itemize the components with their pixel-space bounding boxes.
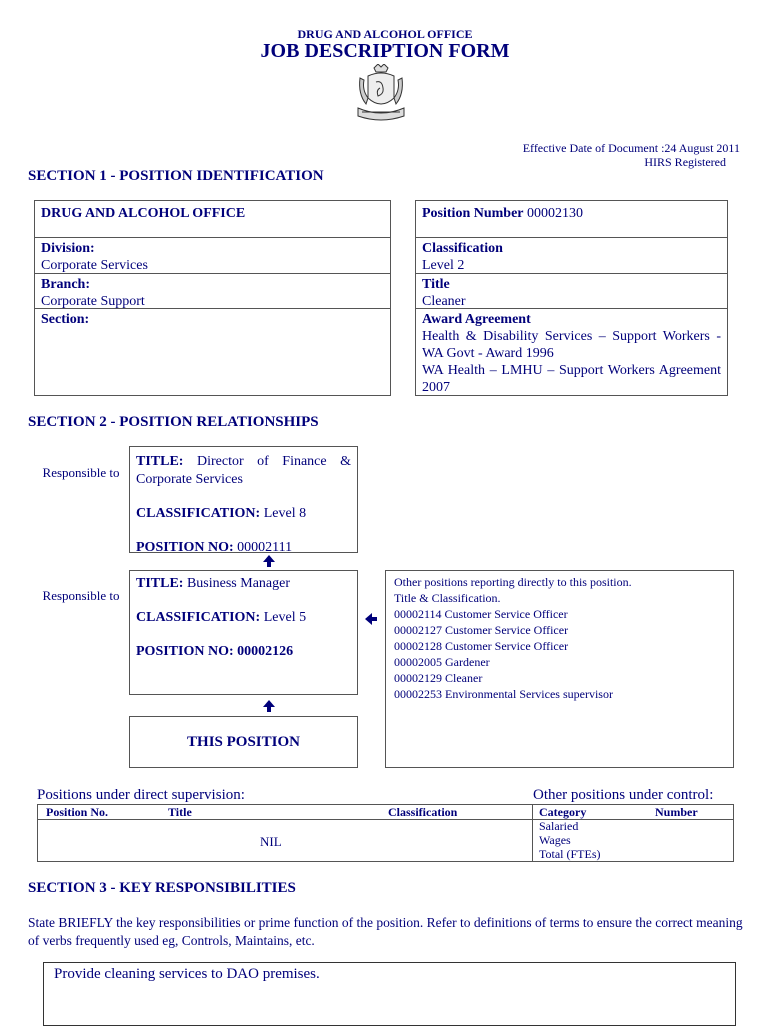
col-number: Number — [655, 805, 698, 819]
list-item: 00002128 Customer Service Officer — [394, 639, 569, 653]
section-label: Section: — [41, 312, 90, 327]
supervisor-class-value: Level 8 — [263, 506, 307, 521]
this-position-box — [129, 716, 358, 768]
title-value: Cleaner — [422, 294, 466, 309]
award-label: Award Agreement — [422, 312, 531, 327]
direct-supervision-title: Positions under direct supervision: — [37, 787, 245, 803]
hirs-registered: HIRS Registered — [644, 155, 726, 169]
responsible-to-2: Responsible to — [42, 588, 120, 603]
position-box — [415, 200, 728, 396]
section-cell — [35, 309, 95, 330]
manager-title-label: TITLE: — [136, 576, 184, 591]
wa-coat-of-arms-icon — [356, 64, 406, 126]
branch-label: Branch: — [41, 277, 90, 292]
award-cell — [416, 309, 727, 398]
section2-title: SECTION 2 - POSITION RELATIONSHIPS — [28, 414, 319, 430]
manager-class-label: CLASSIFICATION: — [136, 610, 261, 625]
title-cell — [416, 274, 472, 312]
section3-title: SECTION 3 - KEY RESPONSIBILITIES — [28, 880, 296, 896]
branch-cell — [35, 274, 151, 312]
responsibility-box — [43, 962, 736, 1026]
classification-label: Classification — [422, 241, 503, 256]
category-total: Total (FTEs) — [539, 847, 601, 861]
classification-cell — [416, 238, 509, 276]
category-wages: Wages — [539, 833, 571, 847]
manager-class-value: Level 5 — [263, 610, 307, 625]
list-item: 00002253 Environmental Services supervisor — [394, 687, 613, 701]
manager-pos-value: 00002126 — [237, 644, 294, 659]
nil-value: NIL — [260, 834, 282, 849]
supervision-table — [37, 804, 734, 862]
branch-value: Corporate Support — [41, 294, 145, 309]
supervisor-title-label: TITLE: — [136, 454, 184, 469]
supervisor-box — [129, 446, 358, 553]
org-box — [34, 200, 391, 396]
supervisor-class-label: CLASSIFICATION: — [136, 506, 261, 521]
org-box-title: DRUG AND ALCOHOL OFFICE — [41, 206, 246, 221]
supervisor-class — [130, 503, 312, 524]
manager-pos — [130, 641, 299, 662]
this-position-label: THIS POSITION — [187, 734, 300, 750]
division-value: Corporate Services — [41, 258, 148, 273]
award-1: Health & Disability Services – Support Workers - WA Govt - Award 1996 — [422, 329, 721, 361]
title-label: Title — [422, 277, 450, 292]
manager-title — [130, 573, 296, 594]
arrow-left-icon — [364, 612, 378, 631]
section1-title: SECTION 1 - POSITION IDENTIFICATION — [28, 168, 324, 184]
responsibility-item: Provide cleaning services to DAO premises. — [54, 966, 320, 982]
other-control-title: Other positions under control: — [533, 787, 714, 803]
list-item: 00002114 Customer Service Officer — [394, 607, 568, 621]
category-salaried: Salaried — [539, 819, 579, 833]
position-number-value: 00002130 — [527, 206, 583, 221]
manager-class — [130, 607, 312, 628]
division-label: Division: — [41, 241, 95, 256]
other-positions-sub: Title & Classification. — [394, 591, 501, 605]
col-classification: Classification — [388, 805, 458, 819]
responsible-to-1: Responsible to — [42, 465, 120, 480]
list-item: 00002129 Cleaner — [394, 671, 483, 685]
effective-date-block — [523, 141, 740, 169]
list-item: 00002005 Gardener — [394, 655, 490, 669]
section3-intro: State BRIEFLY the key responsibilities or prime function of the position. Refer to definitions of terms to ensure the correct meaning of verbs frequently used eg, Controls, Maintains, etc. — [28, 915, 743, 948]
classification-value: Level 2 — [422, 258, 465, 273]
category-list — [539, 819, 600, 861]
list-item: 00002127 Customer Service Officer — [394, 623, 569, 637]
division-cell — [35, 238, 154, 276]
form-title: JOB DESCRIPTION FORM — [260, 40, 510, 62]
manager-pos-label: POSITION NO: — [136, 644, 234, 659]
manager-box — [129, 570, 358, 695]
other-positions-box — [385, 570, 734, 768]
other-positions-intro: Other positions reporting directly to this position. — [394, 575, 632, 589]
org-name: DRUG AND ALCOHOL OFFICE — [297, 27, 473, 41]
col-title: Title — [168, 805, 192, 819]
supervisor-title-value: Director of Finance & Corporate Services — [136, 454, 352, 487]
supervisor-pos-value: 00002111 — [237, 540, 293, 555]
position-number-cell — [416, 203, 589, 224]
manager-title-value: Business Manager — [186, 576, 291, 591]
supervisor-pos-label: POSITION NO: — [136, 540, 234, 555]
col-category: Category — [539, 805, 587, 819]
supervisor-title — [130, 451, 357, 491]
position-number-label: Position Number — [422, 206, 524, 221]
effective-date: Effective Date of Document :24 August 2011 — [522, 141, 740, 155]
col-position-no: Position No. — [46, 805, 109, 819]
award-2: WA Health – LMHU – Support Workers Agreement 2007 — [422, 363, 721, 395]
other-positions-list — [388, 572, 638, 704]
